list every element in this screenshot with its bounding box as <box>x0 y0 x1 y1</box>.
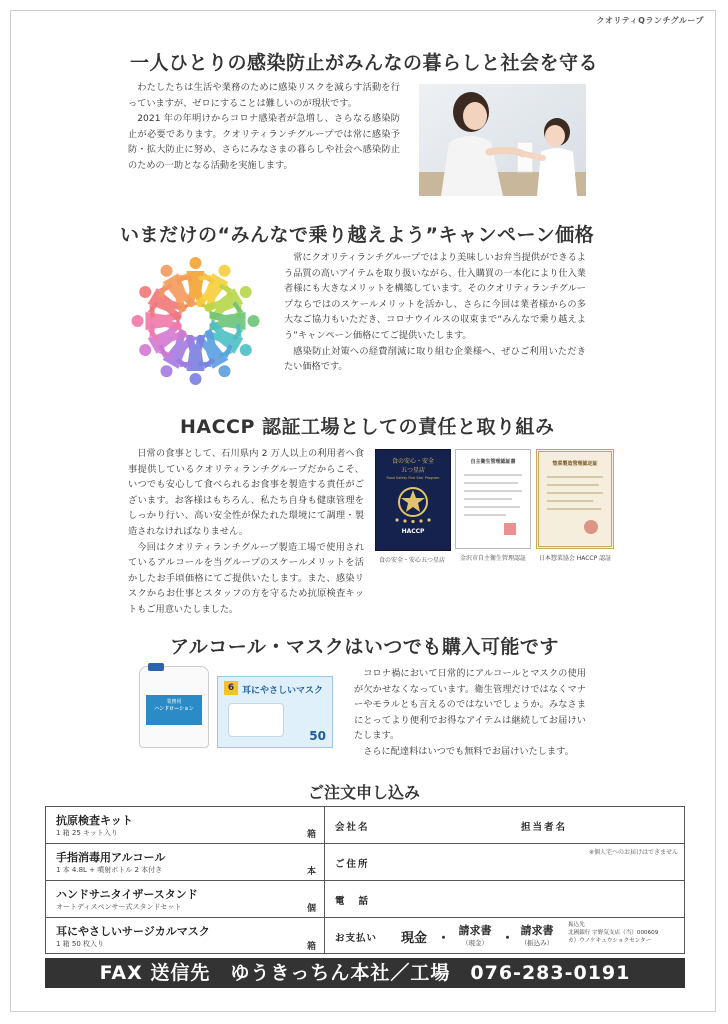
product-name: 耳にやさしいサージカルマスク <box>56 925 210 938</box>
certificate-haccp <box>536 449 614 562</box>
certificate-text-lines <box>462 469 524 539</box>
product-detail: 1 箱 25 キット入り <box>56 829 118 837</box>
certificate-hygiene <box>455 449 531 562</box>
section4-paragraph: さらに配達料はいつでも無料でお届けいたします。 <box>363 745 574 757</box>
brand-logo: クオリティQランチグループ <box>596 16 704 25</box>
bank-info <box>568 921 658 945</box>
certificate-image <box>375 449 451 551</box>
mask-box <box>217 676 333 748</box>
section4-body <box>354 666 586 760</box>
certificate-caption: 金沢市自主衛生管理認証 <box>459 555 526 562</box>
certificate-heading: 自主衛生管理認証書 <box>470 459 516 465</box>
section1-paragraph: わたしたちは生活や業務のために感染リスクを減らす活動を行っていますが、ゼロにすることは難しいのが現状です。 <box>128 82 400 109</box>
section1-paragraph: 2021 年の年明けからコロナ感染者が急増し、さらなる感染防止が必要であります。クオリティランチグループでは常に感染予防・拡大防止に努め、さらにみなさまの暮らしや社会へ感染防止のための一助となる活動を実施します。 <box>128 113 400 171</box>
certificate-text-lines <box>545 471 605 541</box>
phone-label: 電話 <box>335 896 383 907</box>
invoice-cash-label: 請求書 <box>458 924 492 937</box>
section1-body <box>128 80 400 174</box>
jug-name: ハンドローション <box>154 706 194 712</box>
certificate-five-star <box>375 449 449 564</box>
order-form-title: ご注文申し込み <box>307 783 420 802</box>
jug-label <box>146 695 202 725</box>
bank-line: カ）ウノケキュウショクセンター <box>568 938 652 945</box>
certificate-caption: 食の安全・安心五つ星店 <box>378 557 445 564</box>
bank-line: 北國銀行 宇野気支店（当）000609 <box>568 930 659 937</box>
company-field[interactable] <box>325 807 684 844</box>
mask-box-pieces: 50 <box>309 729 326 743</box>
invoice-cash-sub: （現金） <box>462 939 488 947</box>
product-unit: 箱 <box>306 830 316 840</box>
payment-separator: ・ <box>437 931 451 946</box>
section3-paragraph: 日常の食事として、石川県内 2 万人以上の利用者へ食事提供しているクオリティランチグループだからこそ、いつでも安心して食べられるお食事を製造する責任がございます。お客様はもちろん、私たち自身も健康管理をしっかり行い、高い安全性が保たれた環境にて調理・製造されなければなりません。 <box>128 448 364 537</box>
product-detail: オートディスペンサー式スタンドセット <box>56 903 182 911</box>
order-product-row[interactable] <box>46 918 324 955</box>
payment-field <box>325 918 684 955</box>
certificate-heading: 惣菜製造管理認定証 <box>552 461 598 467</box>
section2-title: いまだけの“みんなで乗り越えよう”キャンペーン価格 <box>120 224 595 246</box>
contact-person-label: 担当者名 <box>521 822 568 833</box>
mask-image <box>228 703 284 737</box>
certificate-image <box>536 449 614 549</box>
payment-option-cash[interactable]: 現金 <box>401 931 428 946</box>
product-unit: 本 <box>306 867 316 877</box>
product-name: 手指消毒用アルコール <box>56 851 166 864</box>
certificate-heading-sub: 五つ星店 <box>400 467 425 474</box>
mask-box-title: 耳にやさしいマスク <box>242 686 324 696</box>
jug-cap <box>148 663 164 671</box>
mask-box-count: 6 <box>224 681 238 695</box>
section2-paragraph: 感染防止対策への経費削減に取り組む企業様へ、ぜひご利用いただきたい価格です。 <box>284 345 586 373</box>
order-form <box>45 806 685 954</box>
certificate-heading: 食の安心・安全 <box>391 458 434 465</box>
section3-title: HACCP 認証工場としての責任と取り組み <box>180 416 555 438</box>
address-note: ※個人宅へのお届けはできません <box>588 849 678 856</box>
order-product-row[interactable] <box>46 881 324 918</box>
section3-paragraph: 今回はクオリティランチグループ製造工場で使用されているアルコールを当グループのスケールメリットを活かしたお手頃価格にてご提供いたします。また、感染リスクからお仕事とスタッフの方を守るため抗原検査キットもご用意いたしました。 <box>128 541 364 615</box>
alcohol-and-mask-photo <box>135 662 335 752</box>
alcohol-jug <box>139 666 209 748</box>
payment-label: お支払い <box>335 933 378 944</box>
certificate-emblem-text: HACCP <box>401 528 425 535</box>
product-name: 抗原検査キット <box>56 814 133 827</box>
phone-field[interactable] <box>325 881 684 918</box>
section2-body <box>284 250 586 375</box>
section4-title: アルコール・マスクはいつでも購入可能です <box>170 636 559 658</box>
product-name: ハンドサニタイザースタンド <box>56 888 198 901</box>
address-field[interactable] <box>325 844 684 881</box>
product-detail: 1 箱 50 枚入り <box>56 940 105 948</box>
jug-brand: 業務用 <box>166 699 182 705</box>
payment-option-invoice-transfer[interactable] <box>515 922 559 947</box>
fax-number-banner: FAX 送信先 ゆうきっちん本社／工場 076-283-0191 <box>45 958 685 988</box>
invoice-transfer-sub: （振込み） <box>520 939 554 947</box>
payment-separator: ・ <box>501 931 515 946</box>
order-product-row[interactable] <box>46 844 324 881</box>
product-unit: 箱 <box>306 942 316 952</box>
section2-paragraph: 常にクオリティランチグループではより美味しいお弁当提供ができるよう品質の高いアイテムを取り扱いながら、仕入購買の一本化により仕入業者様にも大きなメリットを構築しています。そのクオリティランチグループならではのスケールメリットを活かし、さらに今回は業者様からの多大なご協力もいただき、コロナウイルスの収束まで“みんなで乗り越えよう”キャンペーン価格にてご提供いたします。 <box>284 252 586 341</box>
certificate-subtitle: Food Safety Five Star Program <box>386 476 440 480</box>
payment-option-invoice-cash[interactable] <box>455 922 495 947</box>
certificate-caption: 日本惣菜協会 HACCP 認証 <box>538 555 612 562</box>
product-unit: 個 <box>306 904 316 914</box>
section3-body <box>128 446 364 618</box>
people-circle-illustration <box>127 254 264 388</box>
five-star-emblem <box>390 484 436 524</box>
section4-paragraph: コロナ禍において日常的にアルコールとマスクの使用が欠かせなくなっています。衛生管理だけではなくマナーやモラルとも言えるのではないでしょうか。みなさまにとってより便利でお得なアイテムは継続してお届けいたします。 <box>354 668 586 742</box>
invoice-transfer-label: 請求書 <box>520 924 554 937</box>
company-label: 会社名 <box>335 822 370 833</box>
section1-title: 一人ひとりの感染防止がみんなの暮らしと社会を守る <box>130 52 599 74</box>
product-detail: 1 本 4.8L + 噴射ボトル 2 本付き <box>56 866 163 874</box>
mother-child-photo <box>419 84 586 196</box>
order-product-row[interactable] <box>46 807 324 844</box>
bank-title: 振込先 <box>568 922 585 928</box>
address-label: ご住所 <box>335 859 370 870</box>
certificate-image <box>455 449 531 549</box>
